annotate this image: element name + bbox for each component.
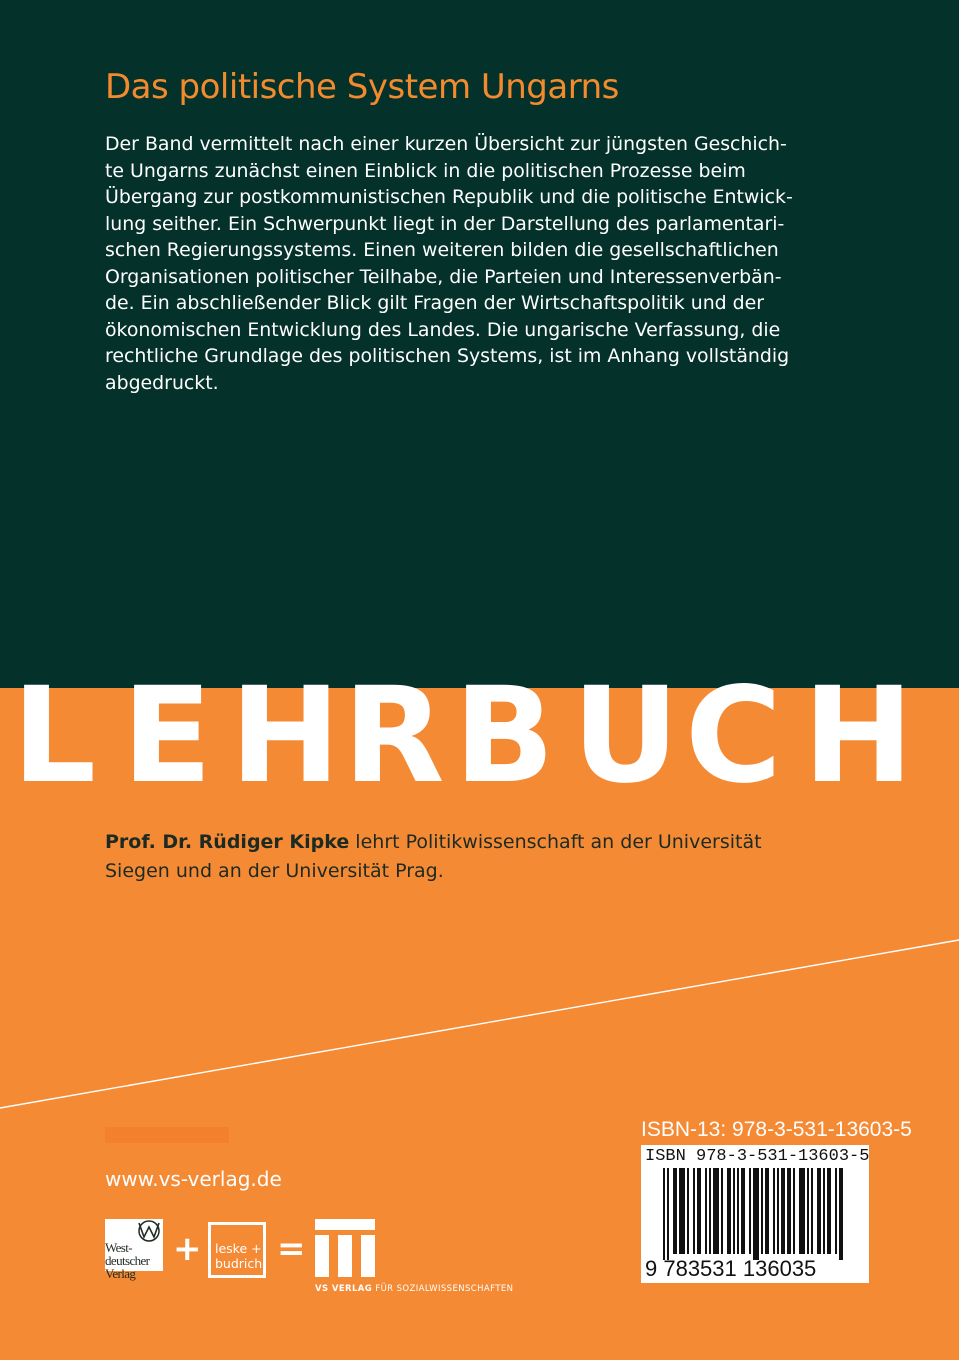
description-line: schen Regierungssystems. Einen weiteren bilden die gesellschaftlichen <box>105 239 779 261</box>
description-line: abgedruckt. <box>105 371 219 394</box>
author-name: Prof. Dr. Rüdiger Kipke <box>105 831 350 853</box>
description-line: ökonomischen Entwicklung des Landes. Die ungarische Verfassung, die <box>105 318 781 341</box>
westdeutscher-logo-text <box>105 1241 165 1280</box>
series-letter: U <box>572 676 680 796</box>
author-bio-text: lehrt Politikwissenschaft an der Universität <box>349 831 762 853</box>
isbn-label: ISBN-13: 978-3-531-13603-5 <box>641 1118 912 1141</box>
vs-verlag-name: VS VERLAG <box>315 1284 373 1294</box>
description-line: te Ungarns zunächst einen Einblick in die politischen Prozesse beim <box>105 159 746 182</box>
series-letter: B <box>454 676 555 796</box>
series-letter: C <box>685 676 782 796</box>
description-line: lung seither. Ein Schwerpunkt liegt in der Darstellung des parlamentari- <box>105 212 785 235</box>
logo-text-line: budrich <box>215 1256 263 1271</box>
equals-sign: = <box>277 1229 306 1269</box>
leske-budrich-logo <box>208 1222 266 1278</box>
series-letter: H <box>230 676 341 796</box>
vs-verlag-subtitle: FÜR SOZIALWISSENSCHAFTEN <box>372 1284 514 1294</box>
vs-verlag-logo <box>315 1219 375 1277</box>
isbn-barcode <box>641 1145 869 1283</box>
description-line: Übergang zur postkommunistischen Republik und die politische Entwick- <box>105 186 793 208</box>
description-line: Der Band vermittelt nach einer kurzen Übersicht zur jüngsten Geschich- <box>105 133 787 155</box>
series-letter: H <box>803 676 914 796</box>
description-line: de. Ein abschließender Blick gilt Fragen der Wirtschaftspolitik und der <box>105 292 765 314</box>
description-line: Organisationen politischer Teilhabe, die Parteien und Interessenverbän- <box>105 265 782 288</box>
barcode-isbn-text: ISBN 978-3-531-13603-5 <box>645 1147 870 1166</box>
series-letter: R <box>343 676 445 796</box>
logo-text-line: deutscher <box>105 1253 150 1268</box>
westdeutscher-verlag-logo <box>105 1219 165 1295</box>
publisher-website: www.vs-verlag.de <box>105 1167 282 1191</box>
description-line: rechtliche Grundlage des politischen Systems, ist im Anhang vollständig <box>105 345 790 367</box>
logo-text-line: leske + <box>215 1241 262 1256</box>
series-letter: L <box>12 676 97 796</box>
book-title: Das politische System Ungarns <box>105 67 619 107</box>
barcode-digits: 9 783531 136035 <box>645 1256 817 1281</box>
author-bio-line: Siegen und an der Universität Prag. <box>105 860 444 882</box>
faint-label-mark <box>105 1127 229 1143</box>
logo-text-line: West- <box>105 1240 132 1255</box>
vs-verlag-wordmark <box>315 1284 513 1294</box>
plus-sign: + <box>173 1229 202 1269</box>
series-letter: E <box>122 676 213 796</box>
logo-text-line: Verlag <box>105 1266 136 1281</box>
